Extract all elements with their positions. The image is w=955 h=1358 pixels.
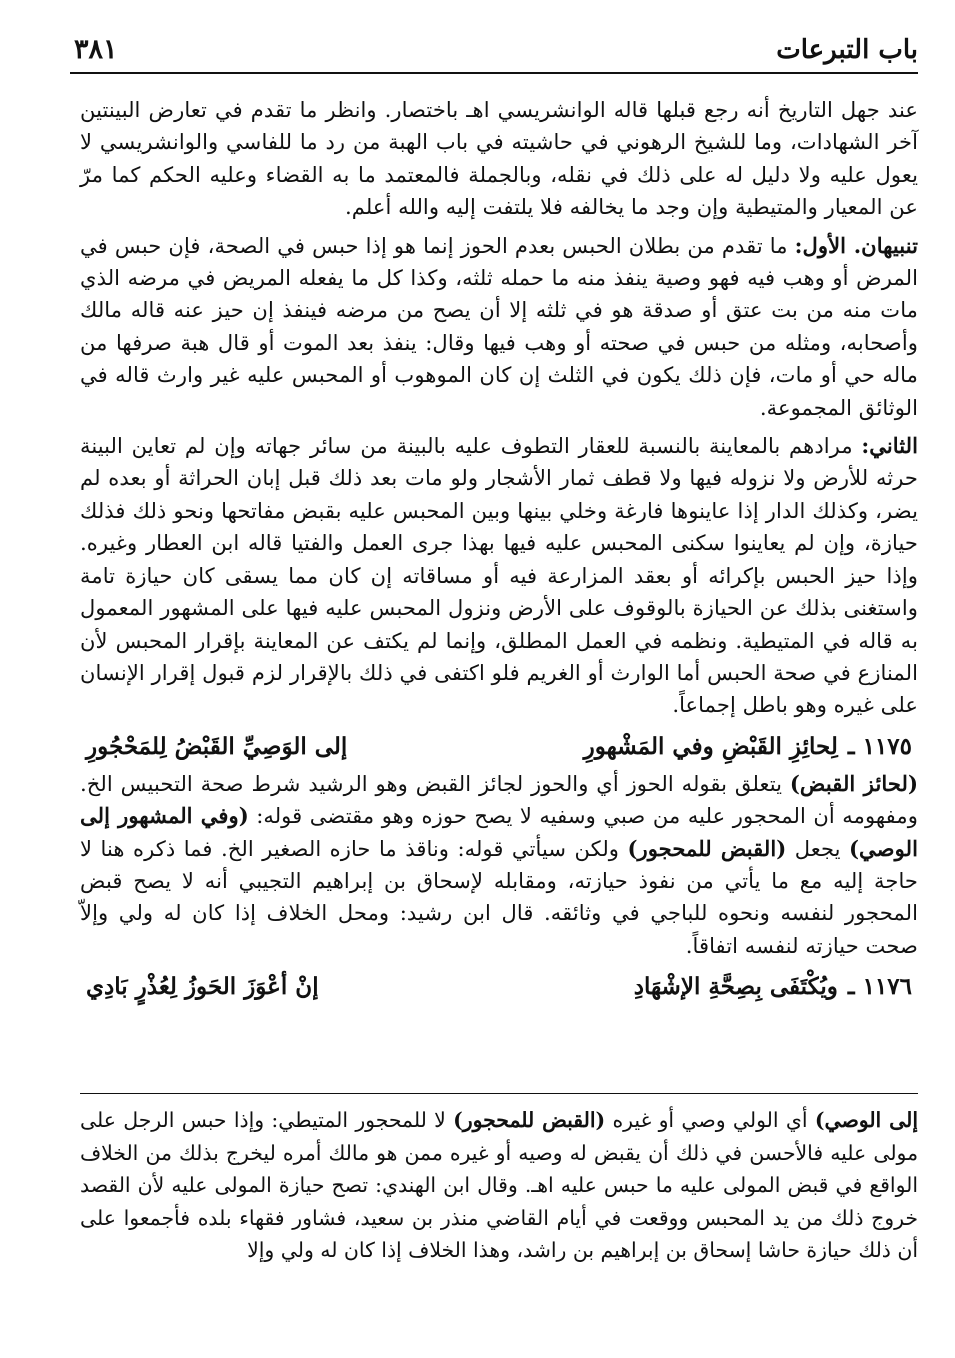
verse-hemistich-right: لِحائِزِ القَبْضِ وفي المَشْهورِ xyxy=(583,732,838,760)
notice-first-heading: تنبيهان. الأول: xyxy=(794,232,918,258)
verse-1175 xyxy=(80,728,918,766)
commentary-text: يجعل xyxy=(794,835,841,861)
quoted-term: (القبض للمحجور) xyxy=(627,835,787,861)
quoted-term: (وفي المشهور إلى الوصي) xyxy=(80,803,918,861)
commentary-text: يتعلق بقوله الحوز أي والحوز لجائز القبض وهو الرشيد شرط صحة التحبيس الخ. ومفهومه أن المحجور عليه من صبي وسفيه لا يصح حوزه وهو مقتضى قوله: xyxy=(80,770,918,829)
commentary-text: ولكن سيأتي قوله: وناقذ ما حازه الصغير الخ. فما ذكره هنا لا حاجة إليه مع ما يأتي من نفوذ حيازته، ومقابله لإسحاق بن إبراهيم التجيبي أنه لا يصح قبض المحجور لنفسه ونحوه للباجي في وثائقه. قال ابن رشيد: ومحل الخلاف إذا كان له ولي وإلاّ صحت حيازته لنفسه اتفاقاً. xyxy=(80,835,918,958)
verse-1176 xyxy=(80,968,918,1006)
running-header xyxy=(70,28,918,74)
paragraph-1-text: عند جهل التاريخ أنه رجع قبلها قاله الوانشريسي اهـ باختصار. وانظر ما تقدم في تعارض البينتين آخر الشهادات، وما للشيخ الرهوني في حاشيته في باب الهبة من رد ما للفاسي والوانشريسي لا يعول عليه ولا دليل له على ذلك في نقله، وبالجملة فالمعتمد ما به القضاء وعليه الحكم كما مرّ عن المعيار والمتيطية وإن وجد ما يخالفه فلا يلتفت إليه والله أعلم. xyxy=(80,97,918,220)
verse-hemistich-left: إنْ أعْوَزَ الحَوزُ لِعُذْرٍ بَادِي xyxy=(86,973,319,1001)
paragraph-notice-second xyxy=(80,430,918,722)
footnote-quoted-term: (القبض للمحجور) xyxy=(453,1108,606,1132)
footnote xyxy=(80,1104,918,1267)
paragraph-1 xyxy=(80,94,918,224)
footnote-quoted-term: إلى الوصي) xyxy=(814,1108,919,1132)
page-number: ٣٨١ xyxy=(74,34,118,65)
paragraph-notice-first xyxy=(80,230,918,424)
footnote-text: لا للمحجور المتيطي: وإذا حبس الرجل على مولى عليه فالأحسن في ذلك أن يقبض له وصيه أو غيره ممن هو مالك أمره ليخرج بذلك من الخلاف الواقع في قبض المولى عليه ما حبس عليه اهـ. وقال ابن الهندي: تصح حيازة المولى عليه لأن القصد خروج ذلك من يد المحبس ووقعت في أيام القاضي منذر بن سعيد، فشاور فقهاء بلده فأجمعوا على أن ذلك حيازة حاشا إسحاق بن إبراهيم بن راشد، وهذا الخلاف إذا كان له ولي وإلا xyxy=(80,1108,918,1263)
notice-second-text: مرادهم بالمعاينة بالنسبة للعقار التطوف عليه بالبينة من سائر جهاته وإن لم تعاين البينة حرثه للأرض ولا نزوله فيها ولا قطف ثمار الأشجار ولو مات بعد ذلك قبل إبان الحراثة أو بعده لم يضر، وكذلك الدار إذا عاينوها فارغة وخلي بينها وبين المحبس عليه بقبض مفاتحها ونحو ذلك فذلك حيازة، وإن لم يعاينوا سكنى المحبس عليه فيها بهذا جرى العمل والفتيا قاله ابن العطار وغيره. وإذا حيز الحبس بإكرائه أو بعقد المزارعة فيه أو مساقاته إن كان مما يسقى كان حيازة تامة واستغنى بذلك عن الحيازة بالوقوف على الأرض ونزول المحبس عليه فيها على المشهور المعمول به قاله في المتيطية. ونظمه في العمل المطلق، وإنما لم يكتف عن المعاينة بإقرار المحبس لأن المنازع في صحة الحبس أما الوارث أو الغريم فلو اكتفى في ذلك بالإقرار لزم قبول إقرار الإنسان على غيره وهو باطل إجماعاً. xyxy=(80,433,918,718)
commentary-1175 xyxy=(80,768,918,962)
quoted-term: (لحائز القبض) xyxy=(789,770,918,796)
verse-number: ١١٧٥ ـ xyxy=(847,732,912,760)
verse-line xyxy=(86,728,838,766)
notice-second-heading: الثاني: xyxy=(861,433,918,459)
footnote-divider xyxy=(80,1093,918,1094)
verse-hemistich-right: ويُكْتَفَى بِصِحَّةِ الإشْهَادِ xyxy=(633,973,838,1001)
verse-number: ١١٧٦ ـ xyxy=(847,973,912,1001)
footnote-text: أي الولي وصي أو غيره xyxy=(612,1108,808,1132)
verse-hemistich-left: إلى الوَصِيِّ القَبْضُ لِلمَحْجُورِ xyxy=(86,732,348,760)
chapter-title: باب التبرعات xyxy=(776,35,918,65)
verse-line xyxy=(86,968,838,1006)
main-text xyxy=(80,94,918,1008)
notice-first-text: ما تقدم من بطلان الحبس بعدم الحوز إنما هو إذا حبس في الصحة، فإن حبس في المرض أو وهب فيه فهو وصية ينفذ منه ما حمله ثلثه، وكذا كل ما يفعله المريض في مرضه الذي مات منه من بت عتق أو صدقة هو في ثلثه إلا أن يصح من مرضه فينفذ إن حيز عنه قاله مالك وأصحابه، ومثله من حبس في صحته أو وهب فيها وقال: ينفذ بعد الموت أو قال هبة صرفها من ماله حي أو مات، فإن ذلك يكون في الثلث إن كان الموهوب أو المحبس عليه غير وارث قاله في الوثائق المجموعة. xyxy=(80,232,918,420)
